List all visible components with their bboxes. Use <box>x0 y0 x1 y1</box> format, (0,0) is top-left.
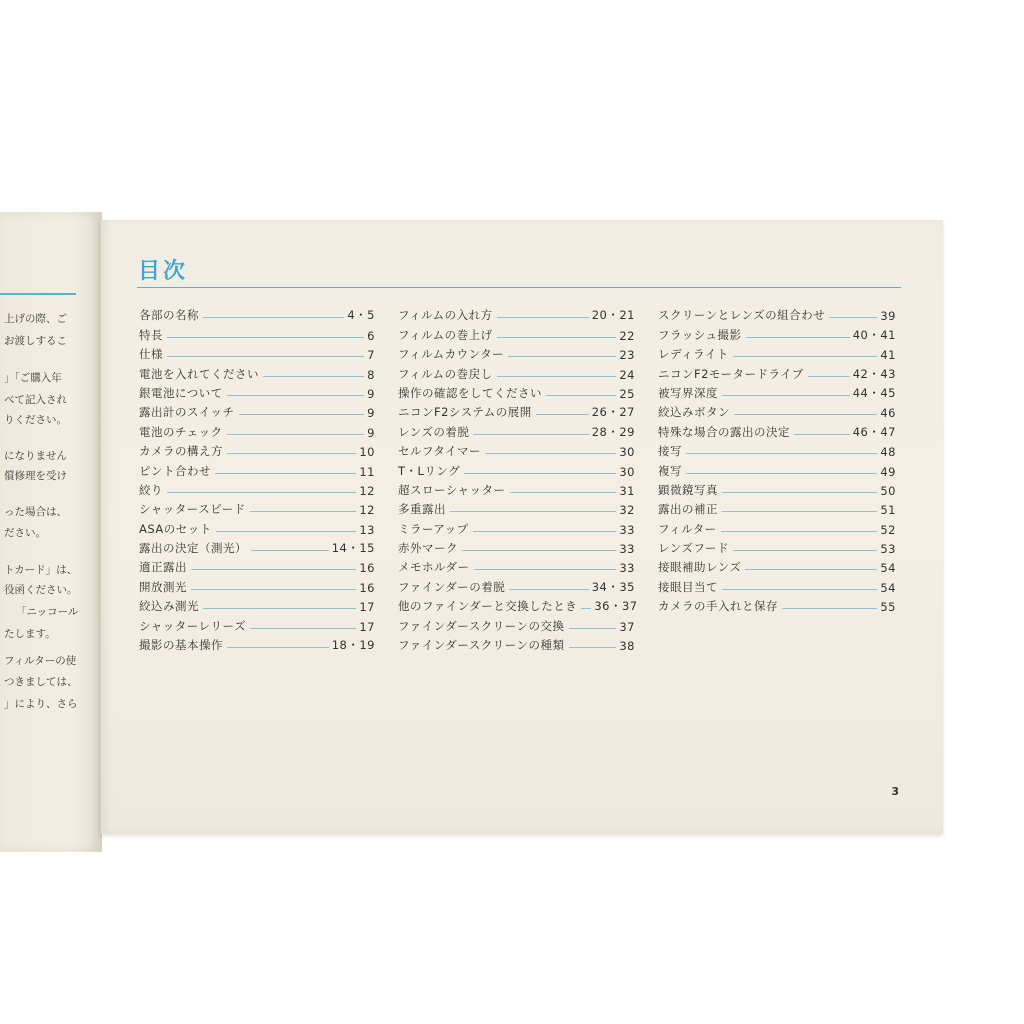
toc-entry <box>398 401 635 420</box>
toc-entry <box>398 382 635 401</box>
toc-entry-page: 12 <box>359 483 375 498</box>
toc-entry <box>658 362 896 381</box>
toc-entry <box>139 459 375 478</box>
toc-leader-line <box>569 628 617 629</box>
toc-entry-page: 44・45 <box>852 385 896 400</box>
toc-leader-line <box>508 356 616 357</box>
toc-entry-label: カメラの手入れと保存 <box>658 599 778 614</box>
left-page-line: 償修理を受け <box>4 470 67 482</box>
toc-entry <box>139 420 375 439</box>
toc-entry-page: 30 <box>619 464 635 479</box>
left-page-line: べて記入され <box>4 394 67 406</box>
toc-leader-line <box>686 453 877 454</box>
toc-entry-page: 40・41 <box>852 327 896 342</box>
toc-leader-line <box>546 395 616 396</box>
toc-entry <box>398 634 635 653</box>
toc-entry <box>658 595 896 614</box>
toc-entry-label: レンズの着脱 <box>398 424 470 439</box>
toc-column-1 <box>139 304 375 653</box>
toc-column-3 <box>658 304 896 614</box>
toc-entry-label: 特殊な場合の露出の決定 <box>658 424 790 439</box>
toc-entry-label: フィルムカウンター <box>398 347 505 362</box>
toc-entry <box>139 517 375 536</box>
toc-leader-line <box>227 647 329 648</box>
toc-entry <box>139 595 375 614</box>
toc-entry <box>139 537 375 556</box>
toc-entry-page: 13 <box>359 522 375 537</box>
toc-entry <box>398 595 638 614</box>
toc-entry-page: 32 <box>619 503 635 518</box>
title-rule <box>137 287 901 288</box>
toc-entry-label: ファインダーの着脱 <box>398 579 506 594</box>
toc-leader-line <box>474 569 617 570</box>
toc-entry-page: 37 <box>619 619 635 634</box>
toc-entry <box>398 556 635 575</box>
toc-leader-line <box>497 317 589 318</box>
toc-entry-label: 絞込み測光 <box>139 599 199 614</box>
toc-entry-page: 36・37 <box>594 599 638 614</box>
toc-leader-line <box>263 376 364 377</box>
toc-leader-line <box>581 608 591 609</box>
toc-entry-label: フラッシュ撮影 <box>658 327 742 342</box>
toc-entry <box>658 382 896 401</box>
toc-entry-label: 露出計のスイッチ <box>139 405 235 420</box>
toc-entry-label: ピント合わせ <box>139 463 211 478</box>
toc-leader-line <box>251 550 329 551</box>
toc-entry <box>398 498 635 517</box>
toc-leader-line <box>782 608 877 609</box>
toc-entry-page: 18・19 <box>331 638 375 653</box>
toc-entry <box>139 634 375 653</box>
toc-entry-page: 28・29 <box>591 424 635 439</box>
toc-entry-label: 露出の決定（測光） <box>139 541 247 556</box>
toc-entry-page: 55 <box>880 600 896 615</box>
toc-leader-line <box>510 492 617 493</box>
toc-leader-line <box>536 414 589 415</box>
toc-entry <box>658 517 896 536</box>
toc-entry-label: 被写界深度 <box>658 385 718 400</box>
toc-entry-label: 撮影の基本操作 <box>139 638 223 653</box>
toc-entry-label: ASAのセット <box>139 521 212 536</box>
toc-leader-line <box>167 337 364 338</box>
toc-entry <box>658 479 896 498</box>
toc-entry <box>139 304 375 323</box>
toc-entry <box>658 401 896 420</box>
toc-entry-page: 54 <box>880 580 896 595</box>
toc-entry <box>398 304 635 323</box>
left-page-line: 上げの際、ご <box>4 313 67 325</box>
toc-entry <box>658 556 896 575</box>
toc-entry-label: 多重露出 <box>398 502 446 517</box>
toc-entry-label: 操作の確認をしてください <box>398 385 542 400</box>
left-page-line: お渡しするこ <box>4 335 67 347</box>
toc-entry-label: カメラの構え方 <box>139 444 223 459</box>
toc-entry-label: フィルムの巻戻し <box>398 366 493 381</box>
toc-entry-page: 14・15 <box>331 541 375 556</box>
toc-leader-line <box>569 647 617 648</box>
toc-entry <box>139 556 375 575</box>
toc-entry-page: 53 <box>880 542 896 557</box>
toc-entry-label: 電池のチェック <box>139 424 223 439</box>
toc-leader-line <box>686 473 877 474</box>
toc-entry <box>658 440 896 459</box>
toc-entry-label: 絞込みボタン <box>658 405 730 420</box>
toc-entry-page: 12 <box>359 503 375 518</box>
toc-entry-page: 38 <box>619 639 635 654</box>
toc-entry-label: レディライト <box>658 347 729 362</box>
toc-entry-label: ミラーアップ <box>398 521 469 536</box>
left-page-line: つきましては、 <box>4 676 78 688</box>
toc-entry-page: 33 <box>619 542 635 557</box>
left-page-line: たします。 <box>4 628 56 640</box>
toc-entry <box>139 440 375 459</box>
toc-entry <box>658 537 896 556</box>
toc-leader-line <box>829 317 877 318</box>
toc-entry <box>658 420 896 439</box>
toc-entry <box>398 479 635 498</box>
toc-leader-line <box>167 492 356 493</box>
toc-entry <box>139 498 375 517</box>
toc-entry-label: ファインダースクリーンの交換 <box>398 618 565 633</box>
toc-leader-line <box>191 569 356 570</box>
toc-entry <box>398 459 635 478</box>
toc-entry <box>398 517 635 536</box>
toc-entry <box>398 440 635 459</box>
toc-leader-line <box>191 589 356 590</box>
toc-leader-line <box>450 511 616 512</box>
left-page-line: 役函ください。 <box>4 584 78 596</box>
toc-entry-label: 適正露出 <box>139 560 187 575</box>
toc-entry <box>398 614 635 633</box>
toc-page <box>100 220 943 834</box>
toc-entry-page: 33 <box>619 561 635 576</box>
toc-entry <box>139 614 375 633</box>
toc-leader-line <box>746 337 850 338</box>
toc-entry-label: 超スローシャッター <box>398 482 506 497</box>
toc-entry-page: 22 <box>619 328 635 343</box>
toc-entry-page: 52 <box>880 522 896 537</box>
toc-entry-label: 赤外マーク <box>398 541 458 556</box>
toc-entry-label: 特長 <box>139 327 163 342</box>
toc-entry <box>658 304 896 323</box>
toc-entry <box>398 323 635 342</box>
toc-entry <box>139 575 375 594</box>
toc-entry-page: 46 <box>880 406 896 421</box>
toc-entry-page: 24 <box>619 367 635 382</box>
toc-entry-label: 露出の補正 <box>658 502 718 517</box>
toc-leader-line <box>462 550 616 551</box>
toc-entry-page: 8 <box>367 367 375 382</box>
toc-leader-line <box>497 337 617 338</box>
toc-entry-label: 接眼補助レンズ <box>658 560 742 575</box>
toc-entry-label: ニコンF2システムの展開 <box>398 405 532 420</box>
toc-entry-page: 26・27 <box>591 405 635 420</box>
toc-leader-line <box>473 531 617 532</box>
toc-leader-line <box>239 414 365 415</box>
toc-entry-page: 9 <box>367 386 375 401</box>
toc-entry-label: スクリーンとレンズの組合わせ <box>658 308 826 323</box>
toc-entry-label: 接眼目当て <box>658 579 718 594</box>
toc-entry-page: 16 <box>359 580 375 595</box>
toc-entry-page: 48 <box>880 445 896 460</box>
toc-leader-line <box>745 569 877 570</box>
toc-entry-page: 25 <box>619 386 635 401</box>
left-page-line: りください。 <box>4 414 67 426</box>
toc-entry-label: フィルター <box>658 521 717 536</box>
toc-entry <box>139 479 375 498</box>
toc-entry-page: 51 <box>880 503 896 518</box>
toc-leader-line <box>794 434 850 435</box>
toc-entry <box>398 420 635 439</box>
toc-entry-page: 7 <box>367 348 375 363</box>
toc-leader-line <box>250 511 357 512</box>
left-page-line: トカード」は、 <box>4 564 78 576</box>
toc-entry-label: 絞り <box>139 482 163 497</box>
toc-entry-label: 顕微鏡写真 <box>658 482 718 497</box>
toc-entry <box>658 343 896 362</box>
toc-entry-page: 50 <box>880 483 896 498</box>
toc-entry-label: シャッタースピード <box>139 502 246 517</box>
toc-leader-line <box>227 453 356 454</box>
left-page-line: 」「ご購入年 <box>4 372 62 384</box>
left-page-rule <box>0 293 76 295</box>
toc-entry <box>398 343 635 362</box>
toc-entry-page: 54 <box>880 561 896 576</box>
toc-entry-page: 4・5 <box>347 308 375 323</box>
toc-leader-line <box>734 414 877 415</box>
toc-entry <box>398 575 635 594</box>
toc-entry-page: 33 <box>619 522 635 537</box>
toc-entry-page: 9 <box>367 406 375 421</box>
left-page <box>0 212 102 852</box>
toc-leader-line <box>473 434 588 435</box>
toc-entry <box>139 323 375 342</box>
toc-leader-line <box>250 628 356 629</box>
toc-entry <box>658 498 896 517</box>
toc-leader-line <box>485 453 616 454</box>
toc-leader-line <box>722 589 877 590</box>
page-title: 目次 <box>138 259 189 284</box>
toc-entry-label: T・Lリング <box>398 463 461 478</box>
toc-entry-label: シャッターレリーズ <box>139 618 246 633</box>
toc-leader-line <box>227 395 364 396</box>
toc-entry <box>658 575 896 594</box>
toc-entry-page: 6 <box>367 328 375 343</box>
toc-entry-page: 17 <box>359 619 375 634</box>
left-page-line: 「ニッコール <box>16 606 79 618</box>
page-number: 3 <box>891 785 899 798</box>
toc-entry-label: 複写 <box>658 463 682 478</box>
toc-entry-label: 仕様 <box>139 347 163 362</box>
toc-entry <box>398 537 635 556</box>
toc-entry-page: 11 <box>359 464 375 479</box>
toc-leader-line <box>509 589 588 590</box>
toc-entry-page: 46・47 <box>852 424 896 439</box>
toc-entry <box>658 323 896 342</box>
toc-leader-line <box>733 356 878 357</box>
toc-leader-line <box>808 376 850 377</box>
toc-entry-page: 39 <box>880 309 896 324</box>
toc-entry-page: 49 <box>880 464 896 479</box>
toc-entry <box>139 401 375 420</box>
left-page-line: った場合は、 <box>4 506 67 518</box>
toc-entry-page: 30 <box>619 445 635 460</box>
toc-entry-label: 電池を入れてください <box>139 366 259 381</box>
toc-leader-line <box>722 492 877 493</box>
toc-entry-label: レンズフード <box>658 541 730 556</box>
toc-leader-line <box>722 511 877 512</box>
toc-entry-page: 42・43 <box>852 366 896 381</box>
toc-entry-page: 34・35 <box>591 579 635 594</box>
toc-entry-label: 銀電池について <box>139 385 223 400</box>
toc-leader-line <box>167 356 364 357</box>
toc-entry-page: 23 <box>619 348 635 363</box>
toc-entry <box>398 362 635 381</box>
toc-entry-page: 20・21 <box>591 308 635 323</box>
left-page-line: になりません <box>4 450 67 462</box>
toc-entry-label: 接写 <box>658 444 682 459</box>
toc-entry-label: フィルムの巻上げ <box>398 327 493 342</box>
toc-entry <box>139 382 375 401</box>
toc-entry-label: フィルムの入れ方 <box>398 308 493 323</box>
toc-entry-label: 他のファインダーと交換したとき <box>398 599 578 614</box>
toc-leader-line <box>215 473 356 474</box>
toc-entry-page: 16 <box>359 561 375 576</box>
toc-entry <box>658 459 896 478</box>
toc-entry-page: 9 <box>367 425 375 440</box>
toc-entry-page: 17 <box>359 600 375 615</box>
toc-entry-label: メモホルダー <box>398 560 470 575</box>
toc-leader-line <box>733 550 877 551</box>
toc-leader-line <box>722 395 850 396</box>
toc-entry-page: 31 <box>619 483 635 498</box>
toc-entry-label: 各部の名称 <box>139 308 199 323</box>
toc-entry-page: 10 <box>359 445 375 460</box>
toc-leader-line <box>227 434 365 435</box>
toc-leader-line <box>203 608 356 609</box>
toc-leader-line <box>216 531 357 532</box>
toc-entry-page: 41 <box>880 348 896 363</box>
toc-entry <box>139 343 375 362</box>
toc-entry <box>139 362 375 381</box>
toc-leader-line <box>497 376 617 377</box>
toc-leader-line <box>203 317 344 318</box>
toc-entry-label: ファインダースクリーンの種類 <box>398 638 565 653</box>
toc-leader-line <box>464 473 616 474</box>
toc-entry-label: ニコンF2モータードライブ <box>658 366 804 381</box>
toc-leader-line <box>721 531 878 532</box>
toc-column-2 <box>398 304 638 654</box>
toc-entry-label: セルフタイマー <box>398 444 481 459</box>
toc-entry-label: 開放測光 <box>139 579 187 594</box>
left-page-line: 」により、さら <box>4 698 78 710</box>
left-page-line: フィルターの使 <box>4 655 77 667</box>
left-page-line: ださい。 <box>4 527 46 539</box>
